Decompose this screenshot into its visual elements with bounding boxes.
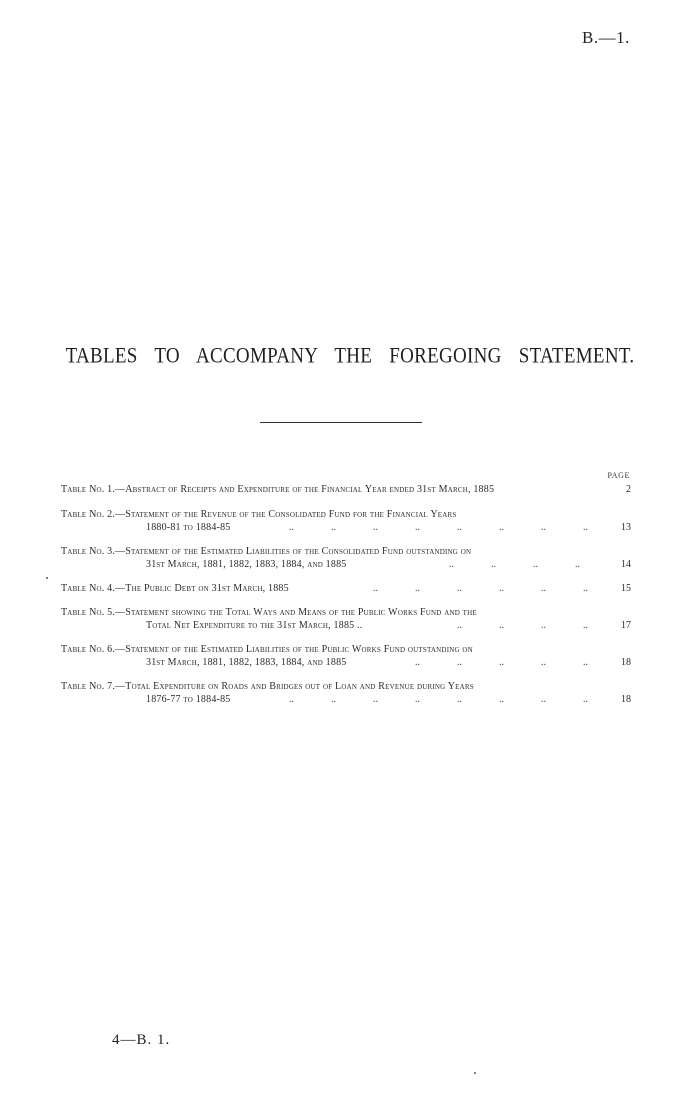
entry-title: Abstract of Receipts and Expenditure of the Financial Year ended 31st March, 1885 bbox=[125, 484, 495, 495]
entry-title-continued: 1876-77 to 1884-85 bbox=[146, 694, 231, 705]
stray-mark bbox=[46, 577, 48, 579]
dot-leader: .. .. .. .. .. .. .. .. bbox=[289, 694, 588, 705]
entry-page: 18 bbox=[621, 657, 631, 668]
page-column-label: PAGE bbox=[607, 471, 630, 480]
entry-title-continued: Total Net Expenditure to the 31st March, 1885 .. bbox=[146, 620, 363, 631]
dot-leader: .. .. .. .. .. .. .. .. bbox=[289, 522, 588, 533]
contents-entry bbox=[61, 483, 631, 496]
entry-page: 13 bbox=[621, 522, 631, 533]
entry-title-continued: 1880-81 to 1884-85 bbox=[146, 522, 231, 533]
dot-leader: .. .. .. .. .. bbox=[415, 657, 588, 668]
entry-title: Statement showing the Total Ways and Means of the Public Works Fund and the bbox=[125, 607, 477, 618]
contents-list bbox=[61, 483, 631, 717]
entry-title-continued: 31st March, 1881, 1882, 1883, 1884, and 1885 bbox=[146, 559, 347, 570]
entry-label: Table No. 7.— bbox=[61, 681, 126, 692]
entry-page: 2 bbox=[626, 484, 631, 495]
footer-signature: 4—B. 1. bbox=[112, 1032, 171, 1048]
contents-entry bbox=[61, 508, 631, 534]
entry-label: Table No. 2.— bbox=[61, 509, 126, 520]
entry-label: Table No. 6.— bbox=[61, 644, 126, 655]
stray-mark bbox=[474, 1072, 476, 1074]
entry-title: Total Expenditure on Roads and Bridges out of Loan and Revenue during Years bbox=[125, 681, 474, 692]
contents-entry bbox=[61, 545, 631, 571]
entry-label: Table No. 1.— bbox=[61, 484, 126, 495]
entry-page: 15 bbox=[621, 583, 631, 594]
page-title: TABLES TO ACCOMPANY THE FOREGOING STATEMENT. bbox=[65, 344, 635, 369]
entry-title: The Public Debt on 31st March, 1885 bbox=[125, 583, 289, 594]
entry-title-continued: 31st March, 1881, 1882, 1883, 1884, and 1885 bbox=[146, 657, 347, 668]
dot-leader: .. .. .. .. bbox=[449, 559, 580, 570]
entry-page: 14 bbox=[621, 559, 631, 570]
entry-label: Table No. 4.— bbox=[61, 583, 126, 594]
entry-title: Statement of the Estimated Liabilities of the Consolidated Fund outstanding on bbox=[125, 546, 472, 557]
entry-label: Table No. 5.— bbox=[61, 607, 126, 618]
entry-title: Statement of the Estimated Liabilities of the Public Works Fund outstanding on bbox=[125, 644, 473, 655]
entry-label: Table No. 3.— bbox=[61, 546, 126, 557]
entry-page: 18 bbox=[621, 694, 631, 705]
title-rule bbox=[260, 422, 422, 423]
contents-entry bbox=[61, 680, 631, 706]
entry-page: 17 bbox=[621, 620, 631, 631]
dot-leader: .. .. .. .. .. .. bbox=[373, 583, 588, 594]
contents-entry bbox=[61, 643, 631, 669]
entry-title: Statement of the Revenue of the Consolidated Fund for the Financial Years bbox=[125, 509, 457, 520]
contents-entry bbox=[61, 606, 631, 632]
page-reference: B.—1. bbox=[582, 28, 630, 47]
dot-leader: .. .. .. .. bbox=[457, 620, 588, 631]
contents-entry bbox=[61, 582, 631, 595]
